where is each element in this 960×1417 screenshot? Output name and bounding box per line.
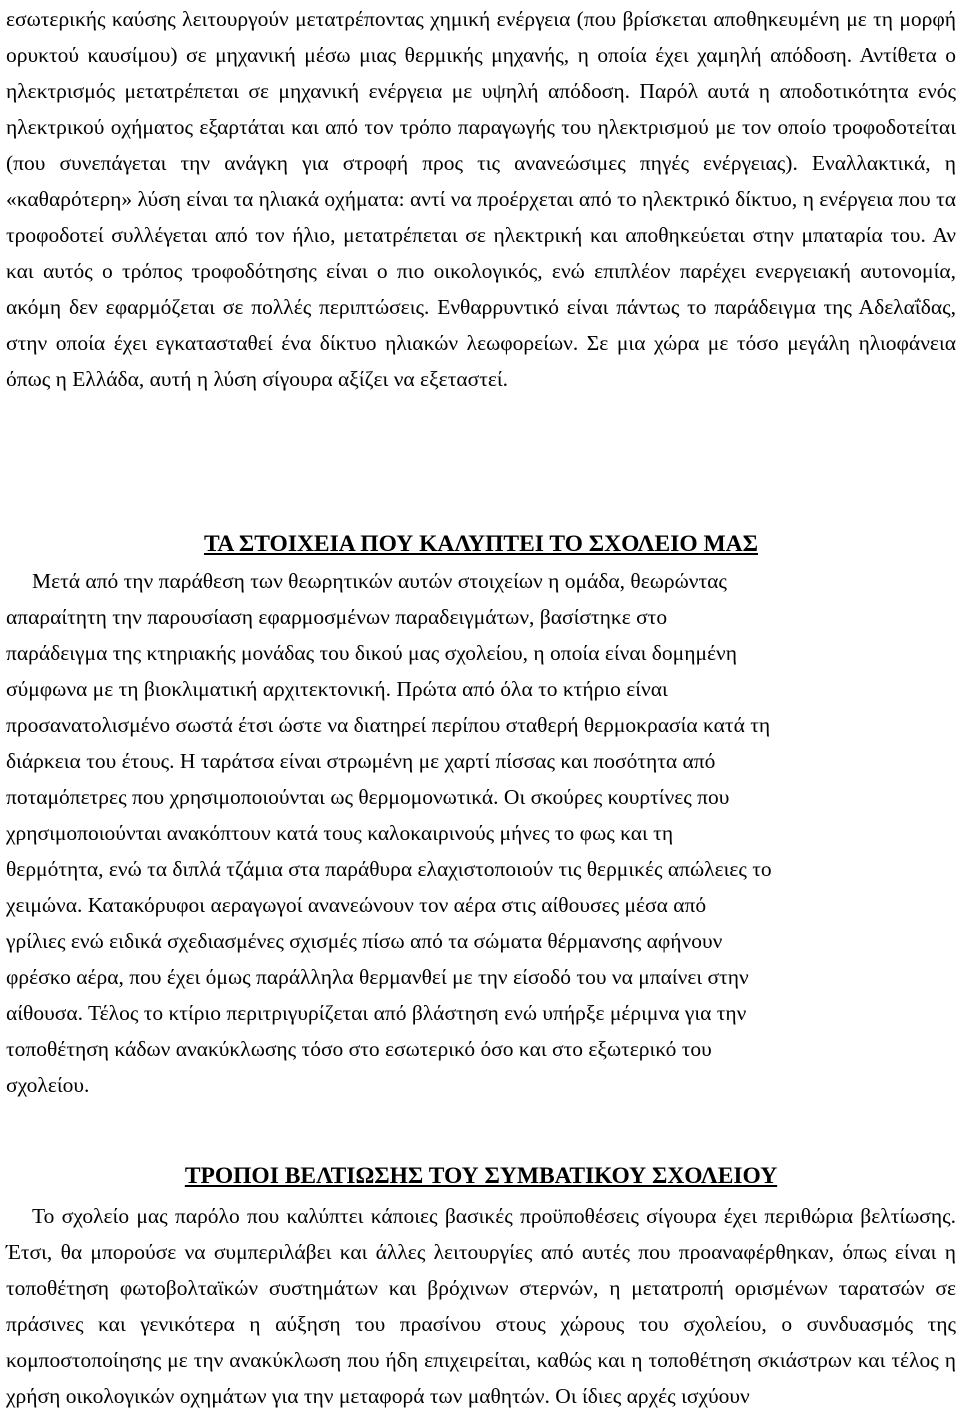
improvement-paragraph: Το σχολείο μας παρόλο που καλύπτει κάποιες βασικές προϋποθέσεις σίγουρα έχει περιθώρια βελτίωσης. Έτσι, θα μπορούσε να συμπεριλάβει και άλλες λειτουργίες από αυτές που προαναφέρθηκαν, όπως είναι η τοποθέτηση φωτοβολταϊκών συστημάτων και βρόχινων στερνών, η μετατροπή ορισμένων ταρατσών σε πράσινες και γενικότερα η αύξηση του πρασίνου στους χώρους του σχολείου, ο συνδυασμός της κομποστοποίησης με την ανακύκλωση που ήδη επιχειρείται, καθώς και η τοποθέτηση σκιάστρων και τέλος η χρήση οικολογικών οχημάτων για την μεταφορά των μαθητών. Οι ίδιες αρχές ισχύουν [6, 1204, 956, 1408]
paragraph-line: φρέσκο αέρα, που έχει όμως παράλληλα θερμανθεί με την είσοδό του να μπαίνει στην [6, 965, 749, 989]
paragraph-line: σύμφωνα με τη βιοκλιματική αρχιτεκτονική. Πρώτα από όλα το κτήριο είναι [6, 677, 668, 701]
paragraph-line: παράδειγμα της κτηριακής μονάδας του δικού μας σχολείου, η οποία είναι δομημένη [6, 641, 737, 665]
school-elements-paragraph [6, 563, 956, 1103]
paragraph-line: γρίλιες ενώ ειδικά σχεδιασμένες σχισμές πίσω από τα σώματα θέρμανσης αφήνουν [6, 929, 723, 953]
paragraph-line: τοποθέτηση κάδων ανακύκλωσης τόσο στο εσωτερικό όσο και στο εξωτερικό του [6, 1037, 712, 1061]
intro-paragraph: εσωτερικής καύσης λειτουργούν μετατρέποντας χημική ενέργεια (που βρίσκεται αποθηκευμένη με τη μορφή ορυκτού καυσίμου) σε μηχανική μέσω μιας θερμικής μηχανής, η οποία έχει χαμηλή απόδοση. Αντίθετα ο ηλεκτρισμός μετατρέπεται σε μηχανική ενέργεια με υψηλή απόδοση. Παρόλ αυτά η αποδοτικότητα ενός ηλεκτρικού οχήματος εξαρτάται και από τον τρόπο παραγωγής του ηλεκτρισμού με τον οποίο τροφοδοτείται (που συνεπάγεται την ανάγκη για στροφή προς τις ανανεώσιμες πηγές ενέργειας). Εναλλακτικά, η «καθαρότερη» λύση είναι τα ηλιακά οχήματα: αντί να προέρχεται από το ηλεκτρικό δίκτυο, η ενέργεια που τα τροφοδοτεί συλλέγεται από τον ήλιο, μετατρέπεται σε ηλεκτρική και αποθηκεύεται στην μπαταρία του. Αν και αυτός ο τρόπος τροφοδότησης είναι ο πιο οικολογικός, ενώ επιπλέον παρέχει ενεργειακή αυτονομία, ακόμη δεν εφαρμόζεται σε πολλές περιπτώσεις. Ενθαρρυντικό είναι πάντως το παράδειγμα της Αδελαΐδας, στην οποία έχει εγκατασταθεί ένα δίκτυο ηλιακών λεωφορείων. Σε μια χώρα με τόσο μεγάλη ηλιοφάνεια όπως η Ελλάδα, αυτή η λύση σίγουρα αξίζει να εξεταστεί. [6, 7, 956, 391]
paragraph-line: σχολείου. [6, 1073, 90, 1097]
section-heading-school-elements: ΤΑ ΣΤΟΙΧΕΙΑ ΠΟΥ ΚΑΛΥΠΤΕΙ ΤΟ ΣΧΟΛΕΙΟ ΜΑΣ [203, 531, 759, 557]
paragraph-line: χειμώνα. Κατακόρυφοι αεραγωγοί ανανεώνουν τον αέρα στις αίθουσες μέσα από [6, 893, 707, 917]
paragraph-line: θερμότητα, ενώ τα διπλά τζάμια στα παράθυρα ελαχιστοποιούν τις θερμικές απώλειες το [6, 857, 772, 881]
paragraph-line: αίθουσα. Τέλος το κτίριο περιτριγυρίζεται από βλάστηση ενώ υπήρξε μέριμνα για την [6, 1001, 747, 1025]
paragraph-line: προσανατολισμένο σωστά έτσι ώστε να διατηρεί περίπου σταθερή θερμοκρασία κατά τη [6, 713, 771, 737]
paragraph-line: διάρκεια του έτους. Η ταράτσα είναι στρωμένη με χαρτί πίσσας και ποσότητα από [6, 749, 716, 773]
paragraph-line: απαραίτητη την παρουσίαση εφαρμοσμένων παραδειγμάτων, βασίστηκε στο [6, 605, 668, 629]
section-heading-improvement: ΤΡΟΠΟΙ ΒΕΛΤΙΩΣΗΣ ΤΟΥ ΣΥΜΒΑΤΙΚΟΥ ΣΧΟΛΕΙΟΥ [184, 1163, 778, 1189]
paragraph-line: Μετά από την παράθεση των θεωρητικών αυτών στοιχείων η ομάδα, θεωρώντας [32, 569, 727, 593]
paragraph-line: ποταμόπετρες που χρησιμοποιούνται ως θερμομονωτικά. Οι σκούρες κουρτίνες που [6, 785, 730, 809]
paragraph-line: χρησιμοποιούνται ανακόπτουν κατά τους καλοκαιρινούς μήνες το φως και τη [6, 821, 674, 845]
